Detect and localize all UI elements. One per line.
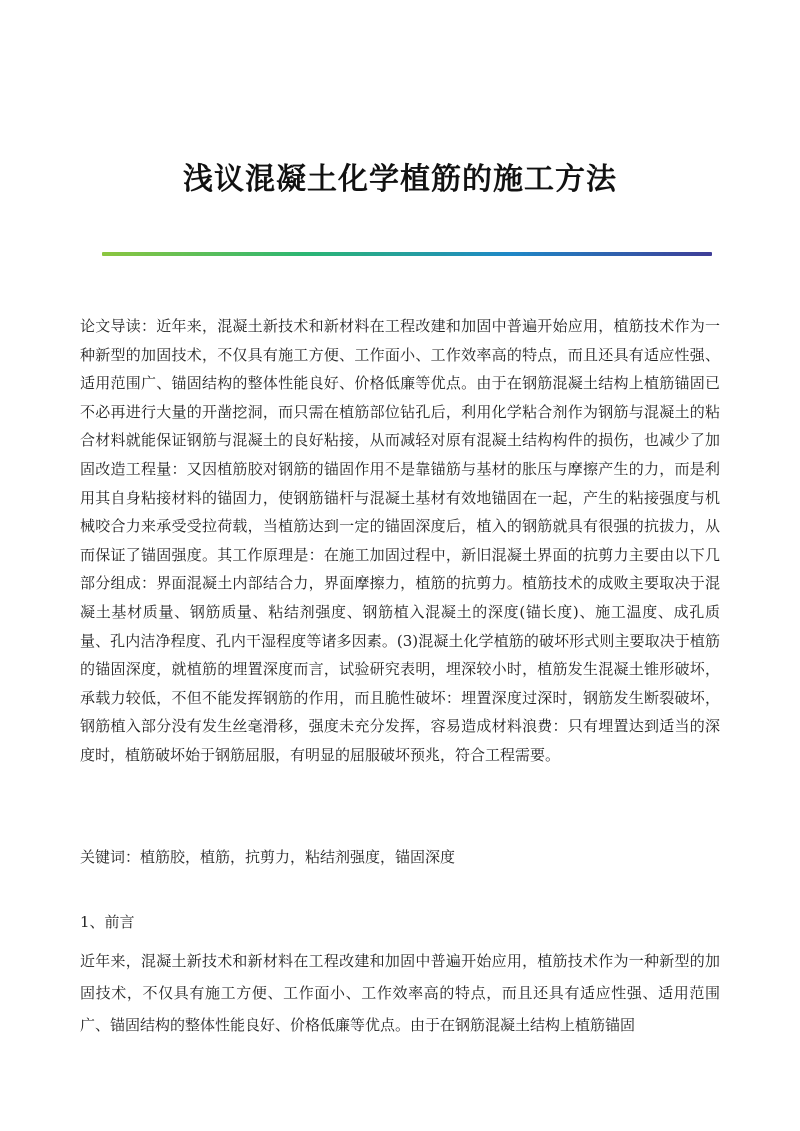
section-heading-intro: 1、前言	[80, 913, 135, 931]
document-title: 浅议混凝土化学植筋的施工方法	[183, 162, 617, 197]
section-body-intro: 近年来，混凝土新技术和新材料在工程改建和加固中普遍开始应用，植筋技术作为一种新型的加固技术，不仅具有施工方便、工作面小、工作效率高的特点，而且还具有适应性强、适用范围广、锚固结构的整体性能良好、价格低廉等优点。由于在钢筋混凝土结构上植筋锚固	[80, 952, 720, 1034]
abstract-text: 论文导读：近年来，混凝土新技术和新材料在工程改建和加固中普遍开始应用，植筋技术作为一种新型的加固技术，不仅具有施工方便、工作面小、工作效率高的特点，而且还具有适应性强、适用范围广、锚固结构的整体性能良好、价格低廉等优点。由于在钢筋混凝土结构上植筋锚固已不必再进行大量的开凿挖洞，而只需在植筋部位钻孔后，利用化学粘合剂作为钢筋与混凝土的粘合材料就能保证钢筋与混凝土的良好粘接，从而减轻对原有混凝土结构构件的损伤，也减少了加固改造工程量：又因植筋胶对钢筋的锚固作用不是靠锚筋与基材的胀压与摩擦产生的力，而是利用其自身粘接材料的锚固力，使钢筋锚杆与混凝土基材有效地锚固在一起，产生的粘接强度与机械咬合力来承受受拉荷载，当植筋达到一定的锚固深度后，植入的钢筋就具有很强的抗拔力，从而保证了锚固强度。其工作原理是：在施工加固过程中，新旧混凝土界面的抗剪力主要由以下几部分组成：界面混凝土内部结合力，界面摩擦力，植筋的抗剪力。植筋技术的成败主要取决于混凝土基材质量、钢筋质量、粘结剂强度、钢筋植入混凝土的深度(锚长度)、施工温度、成孔质量、孔内洁净程度、孔内干湿程度等诸多因素。(3)混凝土化学植筋的破坏形式则主要取决于植筋的锚固深度，就植筋的埋置深度而言，试验研究表明，埋深较小时，植筋发生混凝土锥形破坏，承载力较低，不但不能发挥钢筋的作用，而且脆性破坏：埋置深度过深时，钢筋发生断裂破坏，钢筋植入部分没有发生丝毫滑移，强度未充分发挥，容易造成材料浪费：只有埋置达到适当的深度时，植筋破坏始于钢筋屈服，有明显的屈服破坏预兆，符合工程需要。	[80, 317, 720, 764]
keywords-line: 关键词：植筋胶，植筋，抗剪力，粘结剂强度，锚固深度	[80, 848, 456, 866]
title-divider	[102, 252, 712, 256]
abstract-block	[80, 312, 720, 770]
